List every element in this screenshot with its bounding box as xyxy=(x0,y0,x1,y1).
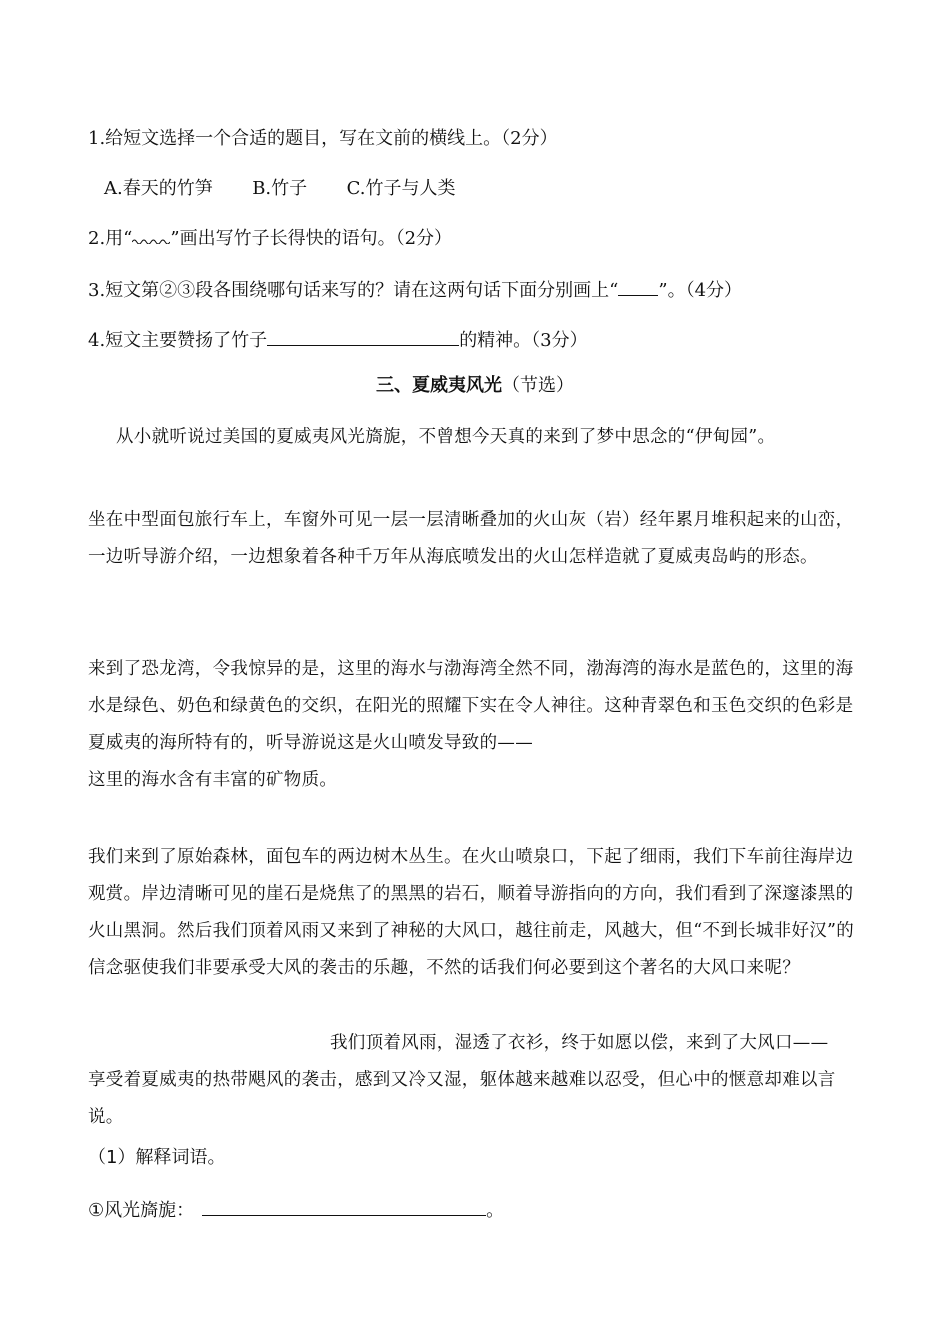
question-2 xyxy=(88,227,452,251)
subquestion-1-item-1 xyxy=(88,1197,504,1223)
section-title-text: 三、夏威夷风光 xyxy=(376,375,502,396)
wavy-underline-icon xyxy=(132,234,170,244)
question-2-prefix: 2.用“ xyxy=(88,228,133,249)
question-3-suffix: ”。（4分） xyxy=(658,280,743,301)
passage-paragraph-1: 坐在中型面包旅行车上，车窗外可见一层一层清晰叠加的火山灰（岩）经年累月堆积起来的山峦，一边听导游介绍，一边想象着各种千万年从海底喷发出的火山怎样造就了夏威夷岛屿的形态。 xyxy=(88,510,854,567)
question-2-suffix: ”画出写竹子长得快的语句。（2分） xyxy=(170,228,453,249)
option-b: B.竹子 xyxy=(252,178,308,199)
question-1-options xyxy=(104,177,455,201)
subquestion-1: （1）解释词语。 xyxy=(88,1147,226,1168)
passage-paragraph-4-start: 我们顶着风雨，湿透了衣衫，终于如愿以偿，来到了大风口—— xyxy=(330,1033,829,1053)
passage-intro: 从小就听说过美国的夏威夷风光旖旎，不曾想今天真的来到了梦中思念的“伊甸园”。 xyxy=(116,427,776,447)
question-3 xyxy=(88,277,742,303)
passage-paragraph-4-rest: 享受着夏威夷的热带飓风的袭击，感到又冷又湿，躯体越来越难以忍受，但心中的惬意却难以言说。 xyxy=(88,1070,836,1127)
item-1-end: 。 xyxy=(486,1200,505,1221)
passage-paragraph-3: 我们来到了原始森林，面包车的两边树木丛生。在火山喷泉口，下起了细雨，我们下车前往海岸边观赏。岸边清晰可见的崖石是烧焦了的黑黑的岩石，顺着导游指向的方向，我们看到了深邃漆黑的火山黑洞。然后我们顶着风雨又来到了神秘的大风口，越往前走，风越大，但“不到长城非好汉”的信念驱使我们非要承受大风的袭击的乐趣，不然的话我们何必要到这个著名的大风口来呢？ xyxy=(88,847,855,978)
question-4 xyxy=(88,327,588,353)
straight-underline-sample xyxy=(618,277,658,296)
item-1-label: ①风光旖旎： xyxy=(88,1200,195,1221)
question-1: 1.给短文选择一个合适的题目，写在文前的横线上。（2分） xyxy=(88,128,558,149)
item-1-answer-blank[interactable] xyxy=(202,1197,486,1216)
passage-paragraph-2-end: 这里的海水含有丰富的矿物质。 xyxy=(88,770,338,790)
option-c: C.竹子与人类 xyxy=(346,178,456,199)
question-4-answer-blank[interactable] xyxy=(267,327,459,346)
passage-paragraph-2 xyxy=(88,651,858,799)
question-4-prefix: 4.短文主要赞扬了竹子 xyxy=(88,330,268,351)
question-3-prefix: 3.短文第②③段各围绕哪句话来写的？请在这两句话下面分别画上“ xyxy=(88,280,619,301)
section-title xyxy=(0,374,950,398)
option-a: A.春天的竹笋 xyxy=(104,178,213,199)
section-title-note: （节选） xyxy=(502,375,574,396)
question-4-suffix: 的精神。（3分） xyxy=(459,330,588,351)
passage-paragraph-2-main: 来到了恐龙湾，令我惊异的是，这里的海水与渤海湾全然不同，渤海湾的海水是蓝色的，这里的海水是绿色、奶色和绿黄色的交织，在阳光的照耀下实在令人神往。这种青翠色和玉色交织的色彩是夏威夷的海所特有的，听导游说这是火山喷发导致的—— xyxy=(88,659,854,753)
